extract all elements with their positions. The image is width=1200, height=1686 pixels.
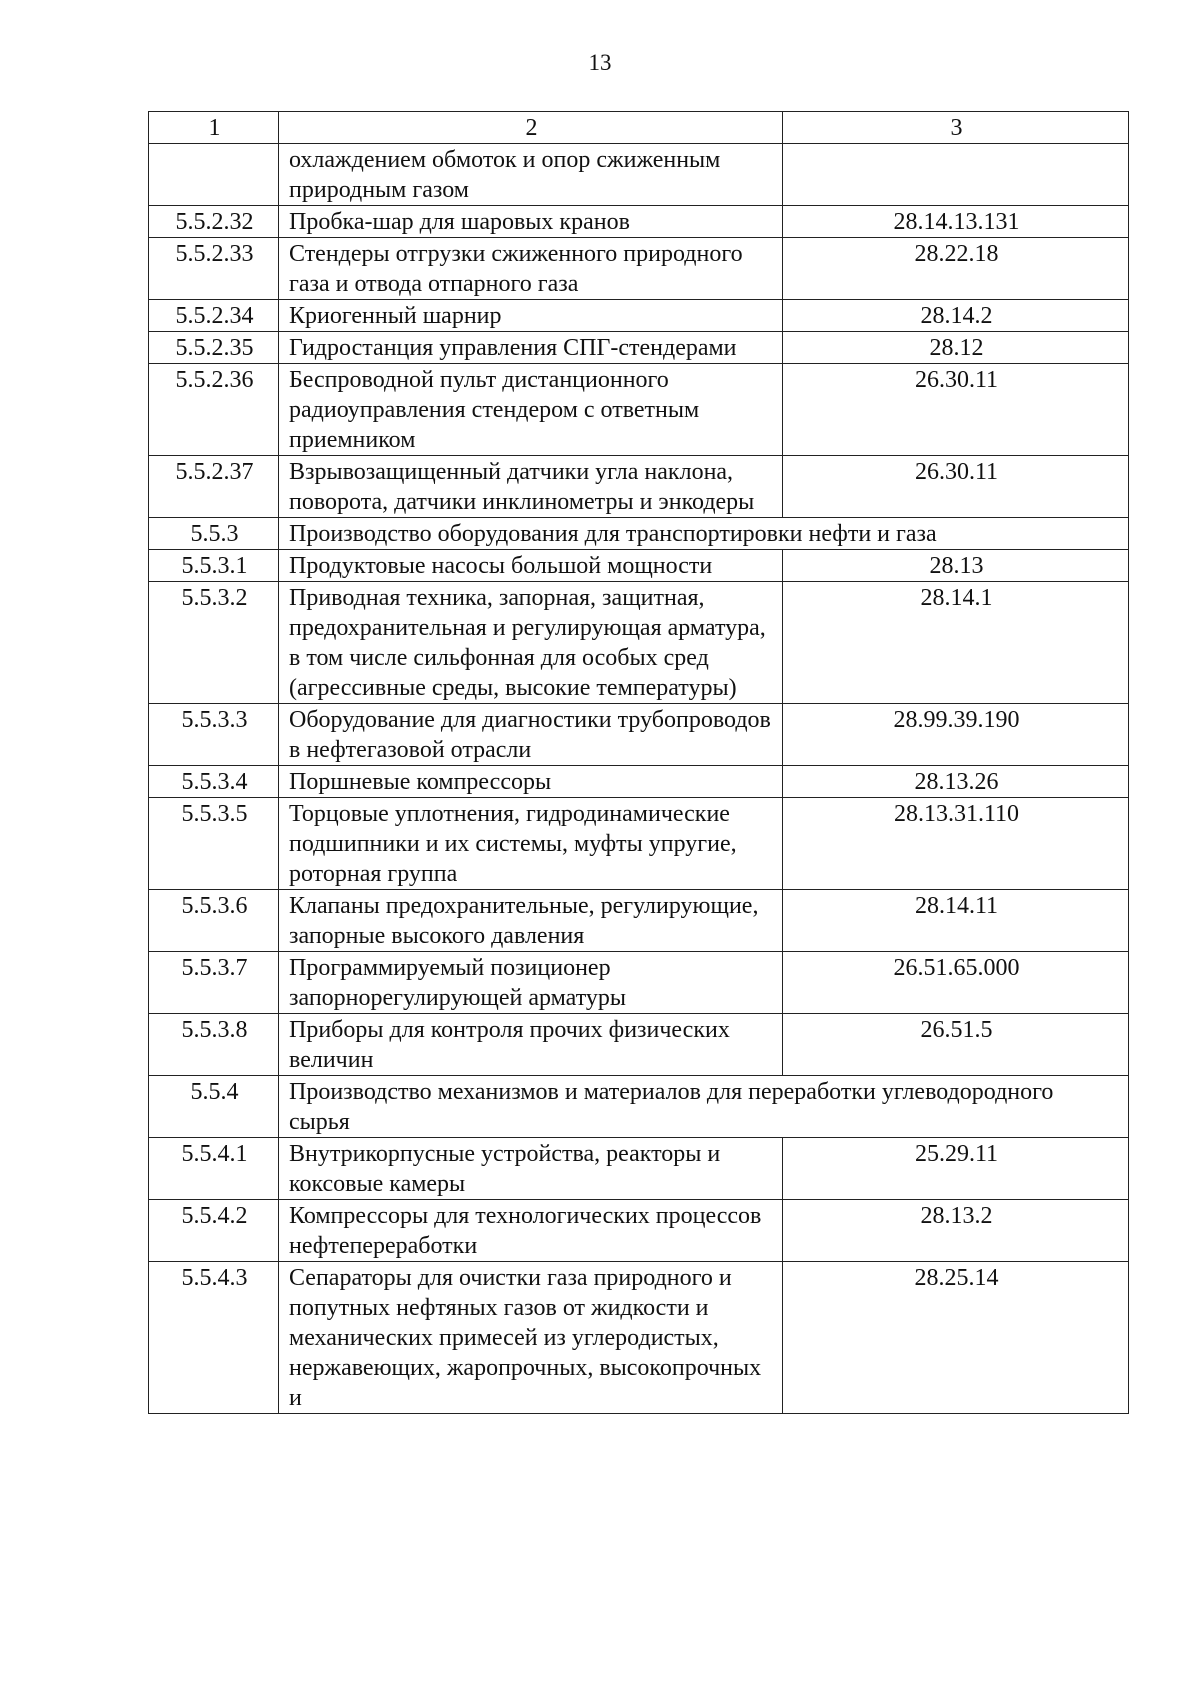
item-name: Торцовые уплотнения, гидродинамические подшипники и их системы, муфты упругие, роторная группа xyxy=(279,798,783,890)
item-name: Продуктовые насосы большой мощности xyxy=(279,550,783,582)
section-title: Производство оборудования для транспортировки нефти и газа xyxy=(279,518,1129,550)
item-name: Компрессоры для технологических процессов нефтепереработки xyxy=(279,1200,783,1262)
table-row xyxy=(149,1200,1129,1262)
item-number: 5.5.2.36 xyxy=(149,364,279,456)
item-number: 5.5.4.1 xyxy=(149,1138,279,1200)
item-number: 5.5.3.8 xyxy=(149,1014,279,1076)
item-number: 5.5.2.34 xyxy=(149,300,279,332)
table-row xyxy=(149,798,1129,890)
item-code: 25.29.11 xyxy=(783,1138,1129,1200)
table-row xyxy=(149,1138,1129,1200)
item-name: Беспроводной пульт дистанционного радиоуправления стендером с ответным приемником xyxy=(279,364,783,456)
item-number: 5.5.2.37 xyxy=(149,456,279,518)
item-name: Стендеры отгрузки сжиженного природного газа и отвода отпарного газа xyxy=(279,238,783,300)
item-number: 5.5.2.32 xyxy=(149,206,279,238)
item-code: 28.14.2 xyxy=(783,300,1129,332)
item-code xyxy=(783,144,1129,206)
item-number xyxy=(149,144,279,206)
item-code: 28.13.2 xyxy=(783,1200,1129,1262)
item-code: 26.51.5 xyxy=(783,1014,1129,1076)
item-name: охлаждением обмоток и опор сжиженным природным газом xyxy=(279,144,783,206)
item-code: 28.13 xyxy=(783,550,1129,582)
table-row xyxy=(149,704,1129,766)
item-name: Гидростанция управления СПГ-стендерами xyxy=(279,332,783,364)
item-code: 28.99.39.190 xyxy=(783,704,1129,766)
table-header-row xyxy=(149,112,1129,144)
table-row xyxy=(149,238,1129,300)
item-name: Взрывозащищенный датчики угла наклона, поворота, датчики инклинометры и энкодеры xyxy=(279,456,783,518)
item-code: 28.14.1 xyxy=(783,582,1129,704)
item-name: Оборудование для диагностики трубопроводов в нефтегазовой отрасли xyxy=(279,704,783,766)
table-row xyxy=(149,364,1129,456)
page-number: 13 xyxy=(588,50,612,75)
header-cell-2: 2 xyxy=(279,112,783,144)
section-row xyxy=(149,518,1129,550)
item-name: Криогенный шарнир xyxy=(279,300,783,332)
item-number: 5.5.2.33 xyxy=(149,238,279,300)
item-number: 5.5.3.2 xyxy=(149,582,279,704)
table-row xyxy=(149,890,1129,952)
header-cell-1: 1 xyxy=(149,112,279,144)
item-code: 26.30.11 xyxy=(783,364,1129,456)
table-row xyxy=(149,456,1129,518)
item-name: Пробка-шар для шаровых кранов xyxy=(279,206,783,238)
item-number: 5.5.3.4 xyxy=(149,766,279,798)
item-code: 28.12 xyxy=(783,332,1129,364)
item-number: 5.5.3.3 xyxy=(149,704,279,766)
table-row xyxy=(149,952,1129,1014)
item-code: 28.14.13.131 xyxy=(783,206,1129,238)
table-row xyxy=(149,332,1129,364)
item-number: 5.5.4.3 xyxy=(149,1262,279,1414)
item-code: 28.13.31.110 xyxy=(783,798,1129,890)
item-number: 5.5.3 xyxy=(149,518,279,550)
item-code: 28.13.26 xyxy=(783,766,1129,798)
table-row xyxy=(149,1262,1129,1414)
item-name: Программируемый позиционер запорнорегулирующей арматуры xyxy=(279,952,783,1014)
item-number: 5.5.3.1 xyxy=(149,550,279,582)
item-name: Приборы для контроля прочих физических величин xyxy=(279,1014,783,1076)
table-row xyxy=(149,766,1129,798)
section-title: Производство механизмов и материалов для переработки углеводородного сырья xyxy=(279,1076,1129,1138)
table-row xyxy=(149,300,1129,332)
item-code: 26.30.11 xyxy=(783,456,1129,518)
item-name: Клапаны предохранительные, регулирующие, запорные высокого давления xyxy=(279,890,783,952)
item-name: Сепараторы для очистки газа природного и попутных нефтяных газов от жидкости и механических примесей из углеродистых, нержавеющих, жаропрочных, высокопрочных и xyxy=(279,1262,783,1414)
item-number: 5.5.4 xyxy=(149,1076,279,1138)
item-name: Внутрикорпусные устройства, реакторы и коксовые камеры xyxy=(279,1138,783,1200)
table-row xyxy=(149,1014,1129,1076)
item-number: 5.5.4.2 xyxy=(149,1200,279,1262)
table-row xyxy=(149,144,1129,206)
table-row xyxy=(149,206,1129,238)
item-name: Поршневые компрессоры xyxy=(279,766,783,798)
item-code: 26.51.65.000 xyxy=(783,952,1129,1014)
classification-table xyxy=(148,111,1129,1414)
table-row xyxy=(149,550,1129,582)
item-number: 5.5.3.6 xyxy=(149,890,279,952)
item-code: 28.14.11 xyxy=(783,890,1129,952)
section-row xyxy=(149,1076,1129,1138)
table-row xyxy=(149,582,1129,704)
item-number: 5.5.3.5 xyxy=(149,798,279,890)
item-code: 28.22.18 xyxy=(783,238,1129,300)
item-name: Приводная техника, запорная, защитная, предохранительная и регулирующая арматура, в том числе сильфонная для особых сред (агрессивные среды, высокие температуры) xyxy=(279,582,783,704)
header-cell-3: 3 xyxy=(783,112,1129,144)
item-number: 5.5.2.35 xyxy=(149,332,279,364)
item-number: 5.5.3.7 xyxy=(149,952,279,1014)
item-code: 28.25.14 xyxy=(783,1262,1129,1414)
